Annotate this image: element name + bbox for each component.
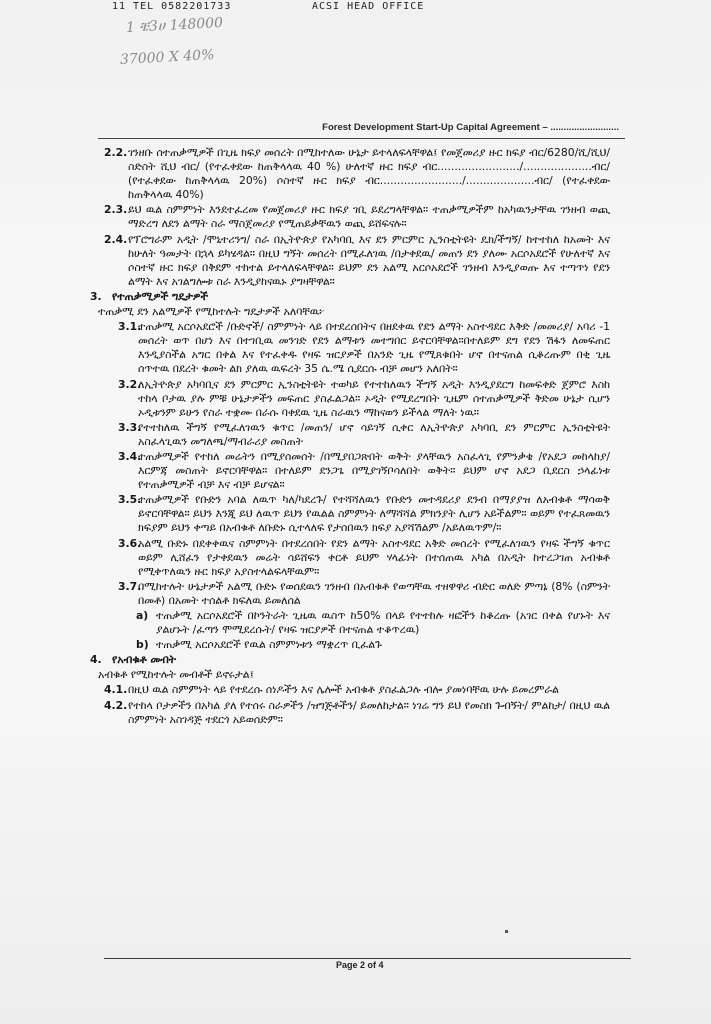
clause-a [136, 609, 610, 637]
clause-3-3 [118, 421, 610, 449]
clause-intro-15 [98, 668, 610, 682]
clause-number: a) [136, 609, 149, 622]
fax-header-sender: 11 TEL 0582201733 [112, 1, 232, 12]
clause-number: 4.2. [104, 698, 128, 712]
clause-text: በዚህ ዉል ስምምነት ላይ የተደረሱ ሰነዶችን እና ሌሎች አብቁቶ ያስፈልጋሉ ብሎ ያመነባቸዉ ሁሉ ይመረምራል [128, 683, 559, 697]
scan-speck [505, 930, 508, 933]
clause-b [136, 638, 610, 652]
clause-4-2 [104, 699, 610, 727]
clause-3-5 [118, 493, 610, 535]
clause-2-4 [104, 233, 610, 289]
clause-text: ተጠቃሚ ደን አልሚዎች የሚከተሉት ግዴታዎች አለባቸዉ፦ [98, 305, 325, 319]
fax-header-office: ACSI HEAD OFFICE [312, 1, 425, 12]
clause-text: የተከላ ቦታዎችን በአካል ያለ የተሰሩ ስራዎችን /ዝግጅቶችን/ ይመለከታል። ነገሬ ግን ይህ የመስክ ጉብኝት/ ምልከታ/ በዚህ ዉል ስምምነት አስገዳጅ ተደርጎ አይወሰድም። [128, 698, 610, 726]
clause-3-1 [118, 320, 610, 376]
clause-intro-4 [98, 305, 610, 319]
clause-text: አብቁቶ የሚከተሉት መብቶች ይኖሩታል፤ [98, 668, 254, 682]
handwritten-note-calculation: 37000 X 40% [119, 47, 215, 68]
clause-text: የተተከለዉ ችግኝ የሚፈለገዉን ቁጥር /መጠን/ ሆኖ ሳይገኝ ሲቀር ለኢትዮጵያ አካባቢ ደን ምርምር ኢንስቲትዩት አስፈላጊዉን መግለጫ/ማብራሪያ መስጠት [138, 420, 610, 448]
clause-number: 3.1. [118, 320, 142, 334]
clause-3-6 [118, 537, 610, 579]
clause-number: 3.7. [118, 579, 142, 593]
document-body [90, 146, 610, 728]
clause-number: 3.4. [118, 449, 142, 463]
footer-divider [104, 958, 631, 959]
clause-number: 3.6. [118, 536, 142, 550]
clause-number: 2.3. [104, 203, 128, 217]
clause-3-4 [118, 450, 610, 492]
clause-number: 4.1. [104, 683, 128, 697]
header-divider [98, 138, 625, 139]
clause-text: አልሚ ቡድኑ በደቀቀዉና ስምምነት በተደረሰበት የደን ልማት አስተዳደር አቅድ መሰረት የሚፈለገዉን የዛፍ ችግኝ ቁጥር ወይም ሊሸፈን የታቀደዉን መሬት ሳይሸፍን ቀርቶ ይህም ሃላፊነት በተሰጠዉ አካል በአዲት ከተረጋገጠ አብቁቶ የሚቀጥለዉን ዙር ክፍያ አያስተላልፍላቸዉም። [138, 536, 610, 578]
clause-3 [90, 290, 610, 304]
clause-number: 3. [90, 289, 102, 303]
clause-4 [90, 653, 610, 667]
clause-text: ተጠቃሚ አርሶአደሮች /ቡድኖች/ ስምምነት ላይ በተደረሰበትና በዘደቀዉ የደን ልማት አስተዳደር እቅድ /መመሪያ/ አባሪ -1 መሰረት ወጥ በሆነ እና በተገቢዉ መንገድ የደን ልማቱን መተግበር ይኖርባቸዋል።በተለይም ደግ የደን ሽፋን ለመፍጠር እንዲያስችል አግር በቀል እና የተፈቀዱ የዛፍ ዝርያዎች በአንድ ጊዜ የሚጸቁበት ሆኖ በተናጠል ሲቆረጡም በቂ ጊዜ ሰጥተዉ በደረት ቁመት ልክ ያለዉ ዉፍረት 35 ሴ.ሜ ሲደርሱ ብቻ መሆን አለበት። [138, 320, 610, 376]
clause-text: ይህ ዉል ስምምነት እንደተፈረመ የመጀመሪያ ዙር ክፍያ ገቢ ይደረግላቸዋል። ተጠቃሚዎችም ከአካዉንታቸዉ ገንዘብ ወጪ ማድረግ ለደን ልማት ስራ ማስጀመሪያ የሚጠይቃቸዉን ወጪ ይሸፍናሉ። [128, 203, 610, 231]
clause-text: የተጠቃሚዎች ግዴታዎች [112, 289, 209, 303]
clause-text: በሚከተሉት ሁኔታዎች አልሚ ቡድኑ የወሰደዉን ገንዘብ በአብቁቶ የወጣቸዉ ተዘዋዋሪ ብድር ወለድ ምጣኔ (8% (ስምንት በመቶ) በአመት ተሰልቶ ክፍለዉ ይመለሰል [138, 579, 610, 607]
clause-text: ተጠቃሚ አርሶአደሮች በኮንትራት ጊዜዉ ዉስጥ ከ50% በላይ የተተከሉ ዛፎችን ከቆረጡ (አገር በቀል የሆኑት እና ያልሆኑት /ፈጣን ሞሚደረሱት/ የዛፍ ዝርያዎች በተናጠል ተቆጥረዉ) [156, 609, 610, 637]
clause-4-1 [104, 683, 610, 697]
clause-text: ገንዘቡ ሰተጠቃሚዎች በጊዜ ክፍያ መሰረት በሚከተለው ሁኔታ ይተላለፍላቸዋል፤ የመጀመሪያ ዙር ክፍያ ብር/6280/ሺ/ሺህ/ስድስት ሺህ ብር/ (የተፈቀደው ከጠቅላላዉ 40 %) ሁለተኛ ዙር ክፍያ ብር......................../....................ብር/ (የተፈቀደው ከጠቅላላዉ 20%) ሶስተኛ ዙር ክፍያ ብር......................../....................ብር/ (የተፈቀደው ከጠቅላላዉ 40%) [128, 146, 610, 202]
clause-number: 3.3. [118, 420, 142, 434]
running-header-title: Forest Development Start-Up Capital Agreement – .......................... [322, 122, 619, 133]
clause-number: b) [136, 638, 149, 652]
clause-text: ለኢትዮጵያ አካባቢና ደን ምርምር ኢንስቲትዩት ተወካይ የተተከለዉን ችግኝ አዲት እንዲያደርግ ከመፍቀድ ጀምሮ እስከ ተከላ ቦታዉ ያሉ ምቹ ሁኔታዎችን መፍጠር ያስፈልጋል። ኦዲት የሚደረግበት ጊዜም ሰተጠቃሚዎች ቅድመ ሁኔታ ሲሆን ኦዲቱንም ይሁን የስራ ተቋሙ በራሱ ባቀደዉ ጊዜ ስራዉን ማከናወን ይችላል ማለት ነዉ። [138, 377, 610, 419]
clause-text: ተጠቃሚዎች የተከለ መሬትን በሚያሰመሰት /በሚያበጋጽበት ወቅት ያላቸዉን አስፈላጊ የምንቃቄ /የአደጋ መከላከያ/ እርምጃ መስጠት ይኖርባቸዋል። በተለይም ደንጋጌ በሚያገኝቦሳለበት ወቅት። ይህም ሆኖ አደጋ ቢደርስ ኃላፊነቱ የተጠቃሚዎች ብቻ እና ብቻ ይሆናል። [138, 449, 610, 492]
page-number: Page 2 of 4 [336, 960, 384, 970]
clause-text: የአብቁቶ መብት [112, 653, 176, 667]
clause-text: የፕሮግራም አዲት /ሞኒተሪንግ/ ስራ በኢትዮጵያ የአካባቢ እና ደን ምርምር ኢንስቲትዩት ዴክ/ችግኝ/ ከተተከለ ከአመት እና ከሁለት ዓመታት በኋላ ይካሄዳል። በዚህ ግኝት መሰረት በሚፈለገዉ /በታቀደዉ/ መጠን ደን ያለሙ አርሶአደሮች የሁለተኛ እና ሶስተኛ ዙር ክፍያ በቅደም ተከተል ይተላለፍላቸዋል። ይህም ደን አልሚ አርሶአደሮች ገንዘብ እንዲያወጡ እና ተጣጥነ የደን ልማት እና አገልግሎቱ ስራ እንዲያከናዉኑ ያግዛቸዋል። [128, 232, 610, 288]
clause-2-3 [104, 203, 610, 231]
clause-number: 3.2. [118, 377, 142, 391]
clause-number: 3.5. [118, 493, 142, 507]
clause-number: 2.4. [104, 232, 128, 246]
clause-text: ተጠቃሚዎች የቡድን አባል ለዉጥ ካለ/ካደረጉ/ የተሻሻለዉን የቡድን መተዳደሪያ ደንብ በማያያዝ ለአብቁቶ ማሳወቅ ይኖርባቸዋል። ይህን እንጂ ይህ ለዉጥ ይህን የዉልል ስምምነት ለማሻሻል ምክንያት ሊሆን አይችልም። ወይም የተፈጸመዉን ክፍያም ይህን ቀጣይ በአብቁቶ ለቡድኑ ሲተላለፍ የታሰበዉን ክፍያ አያሻሽልም /አይለዉጥም/። [138, 493, 610, 535]
clause-text: ተጠቃሚ አርሶአደሮች የዉል ስምምነቱን ማቋረጥ ቢፈልጉ [156, 638, 382, 652]
clause-number: 2.2. [104, 146, 128, 159]
clause-2-2 [104, 146, 610, 202]
clause-3-7 [118, 580, 610, 608]
clause-number: 4. [90, 653, 102, 667]
handwritten-note-amount: 1 ቼ3ሀ 148000 [125, 14, 224, 36]
clause-3-2 [118, 378, 610, 420]
